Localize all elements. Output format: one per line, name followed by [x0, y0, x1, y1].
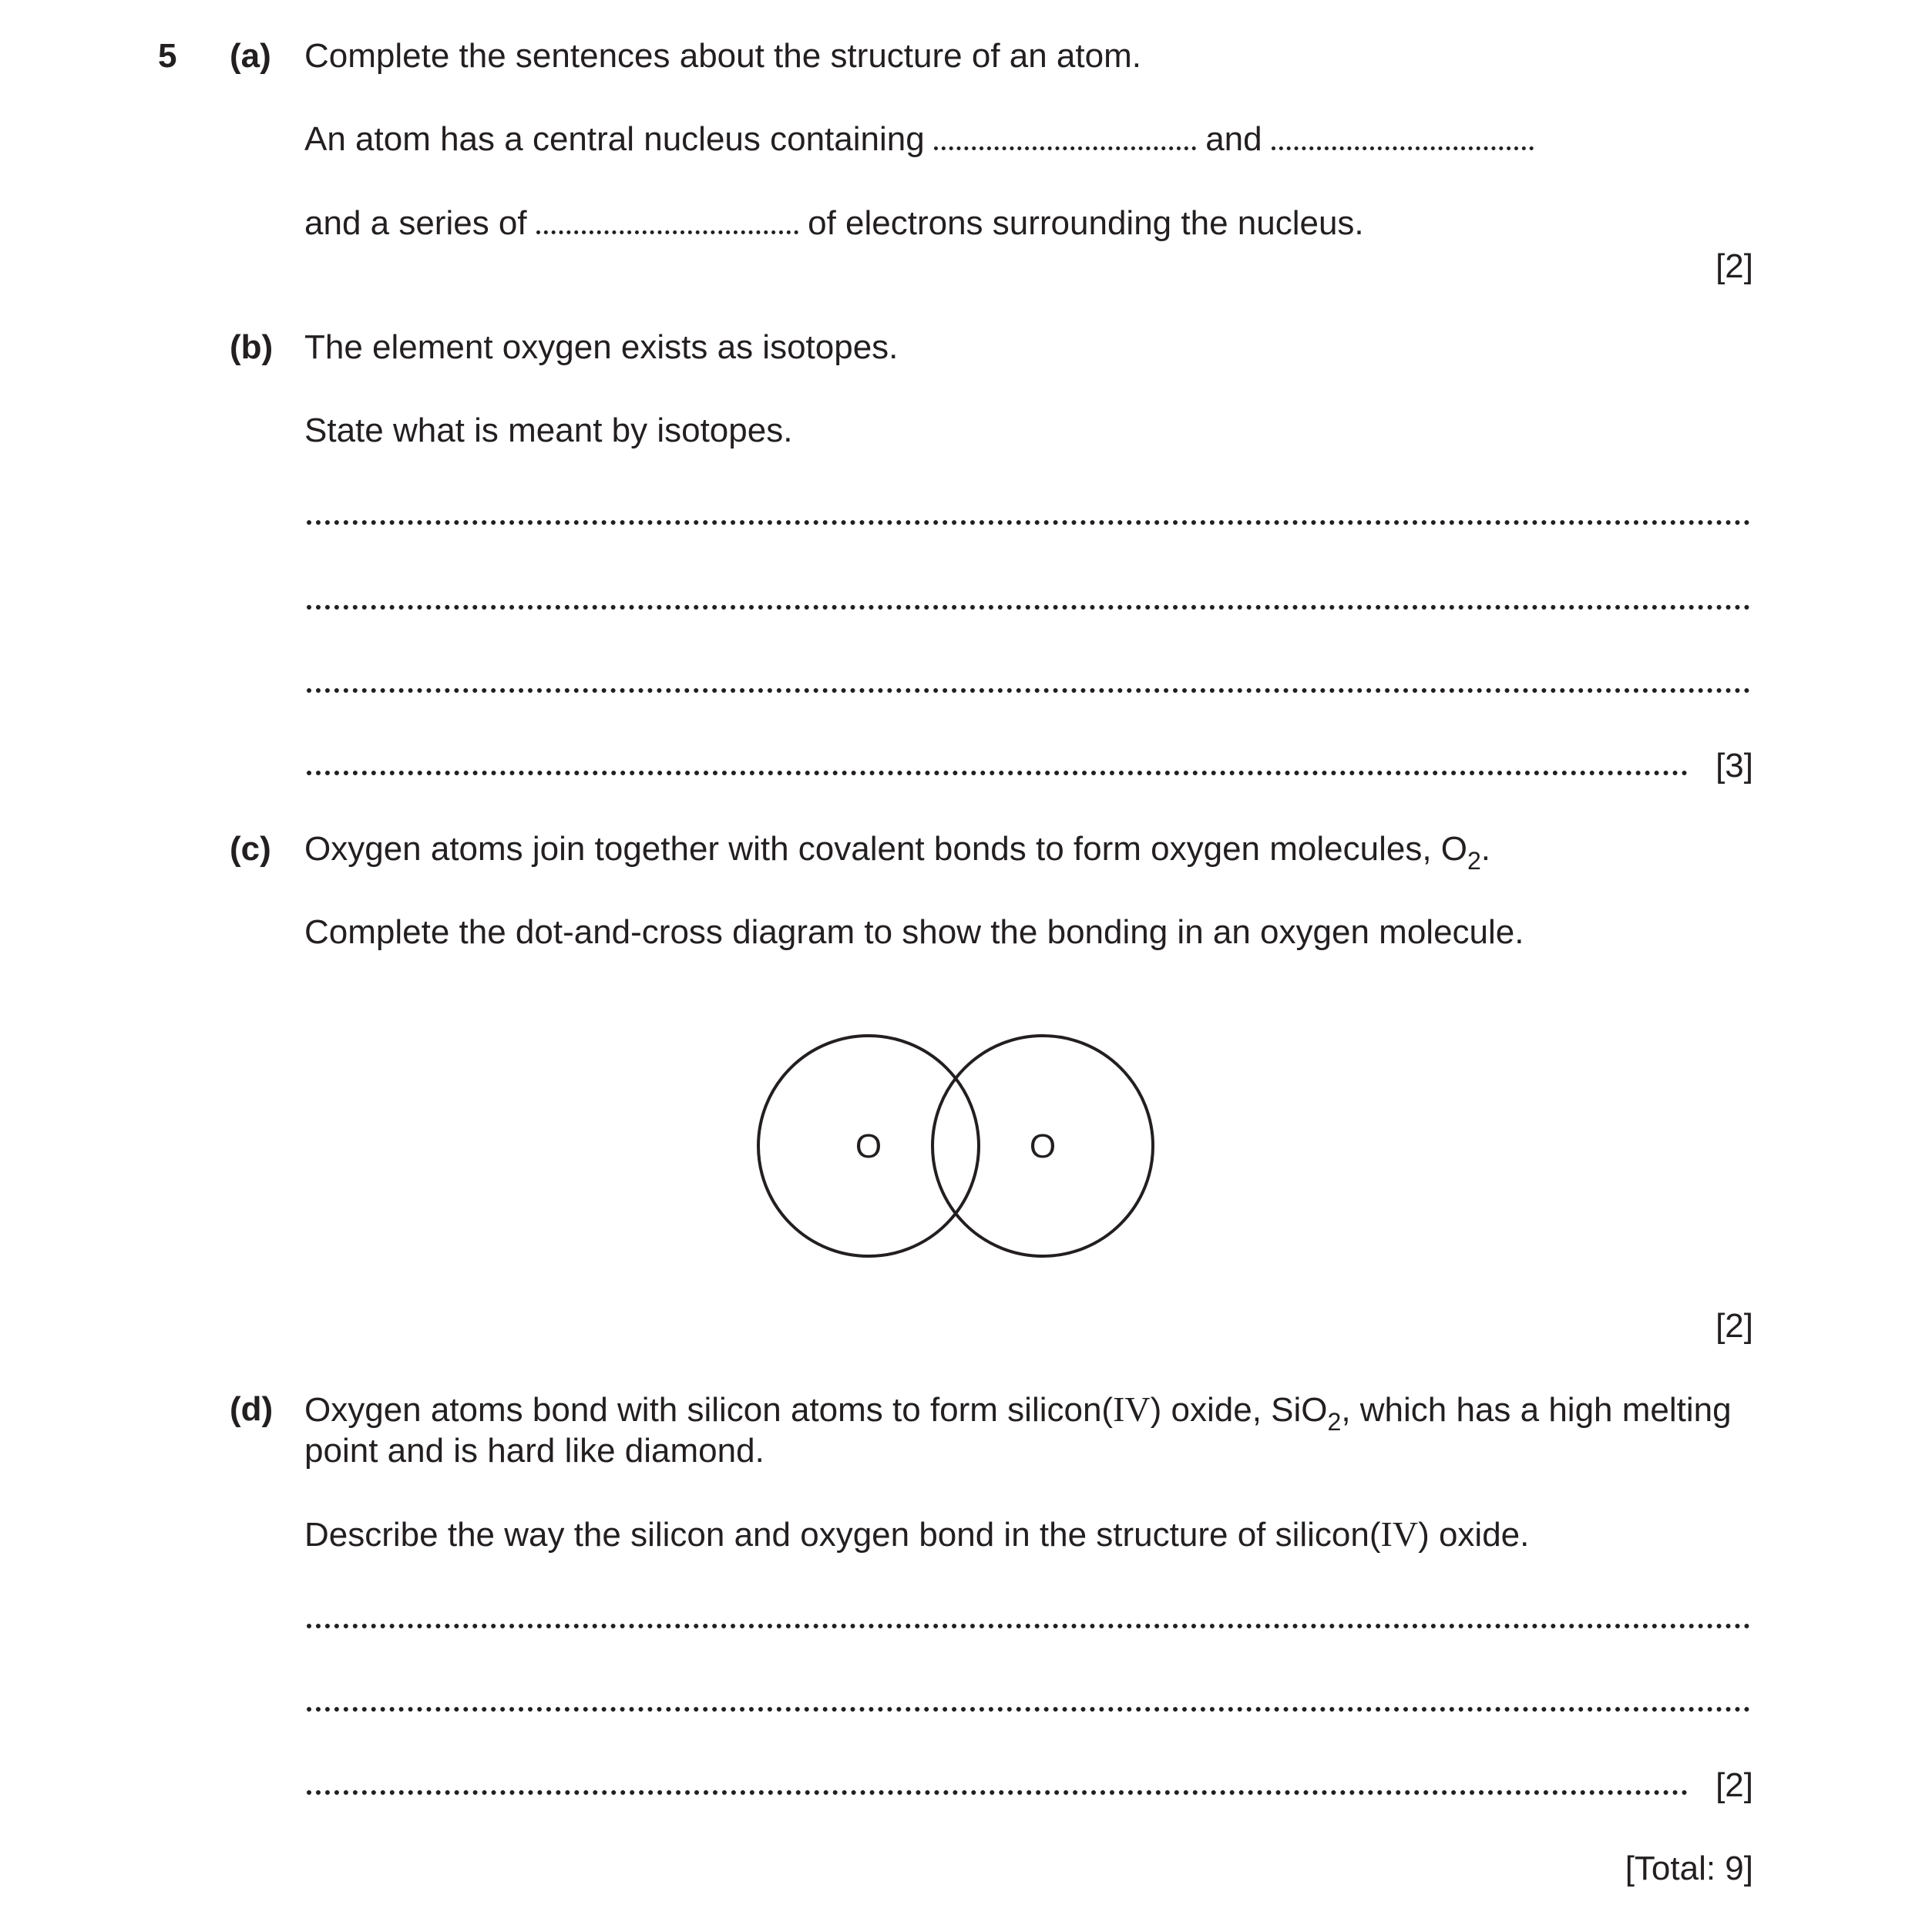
part-c-intro-text: Oxygen atoms join together with covalent bonds to form oxygen molecules, O	[304, 830, 1467, 868]
part-a-prompt: Complete the sentences about the structure of an atom.	[304, 37, 1141, 75]
part-c-label: (c)	[230, 830, 271, 868]
answer-blank-3[interactable]	[536, 230, 798, 234]
dot-and-cross-diagram[interactable]	[740, 1017, 1171, 1264]
part-c-subscript: 2	[1467, 847, 1481, 875]
answer-line-b2[interactable]	[307, 605, 1750, 610]
part-c-marks: [2]	[1715, 1307, 1753, 1345]
answer-line-b1[interactable]	[307, 520, 1750, 525]
oxygen-atom-right-symbol: O	[1029, 1127, 1057, 1165]
answer-line-d1[interactable]	[307, 1624, 1750, 1628]
part-d-intro-line-1	[304, 1389, 1732, 1436]
part-d-roman-numeral: IV	[1113, 1389, 1151, 1429]
part-c-intro	[304, 829, 1491, 875]
part-a-sentence-2	[304, 203, 1364, 244]
oxygen-atom-left-symbol: O	[855, 1127, 882, 1165]
part-d-subscript: 2	[1327, 1408, 1342, 1436]
part-b-marks: [3]	[1715, 747, 1753, 785]
sentence-1-mid: and	[1205, 120, 1262, 158]
part-d-intro-2: ) oxide, SiO	[1150, 1391, 1328, 1429]
answer-blank-1[interactable]	[934, 146, 1196, 150]
sentence-1-start: An atom has a central nucleus containing	[304, 120, 925, 158]
sentence-2-start: and a series of	[304, 204, 527, 242]
part-b-intro: The element oxygen exists as isotopes.	[304, 328, 899, 366]
part-a-label: (a)	[230, 37, 271, 75]
part-c-prompt: Complete the dot-and-cross diagram to show the bonding in an oxygen molecule.	[304, 913, 1524, 951]
part-d-prompt	[304, 1514, 1529, 1555]
part-d-intro-3: , which has a high melting	[1341, 1391, 1732, 1429]
answer-line-b4[interactable]	[307, 771, 1688, 775]
part-d-marks: [2]	[1715, 1766, 1753, 1804]
answer-line-b3[interactable]	[307, 688, 1750, 693]
part-d-intro-1: Oxygen atoms bond with silicon atoms to form silicon(	[304, 1391, 1114, 1429]
part-d-intro-line-2: point and is hard like diamond.	[304, 1432, 764, 1470]
part-a-sentence-1	[304, 119, 1534, 160]
part-d-label: (d)	[230, 1390, 274, 1428]
part-d-prompt-1: Describe the way the silicon and oxygen bond in the structure of silicon(	[304, 1516, 1381, 1554]
part-d-prompt-2: ) oxide.	[1418, 1516, 1530, 1554]
part-b-label: (b)	[230, 328, 274, 366]
question-number: 5	[158, 37, 177, 75]
question-total: [Total: 9]	[1625, 1850, 1753, 1887]
answer-line-d3[interactable]	[307, 1790, 1688, 1795]
answer-line-d2[interactable]	[307, 1707, 1750, 1712]
part-b-prompt: State what is meant by isotopes.	[304, 412, 793, 449]
part-c-intro-end: .	[1480, 830, 1491, 868]
answer-blank-2[interactable]	[1272, 146, 1534, 150]
part-d-prompt-roman: IV	[1380, 1514, 1419, 1554]
sentence-2-end: of electrons surrounding the nucleus.	[808, 204, 1364, 242]
part-a-marks: [2]	[1715, 247, 1753, 285]
